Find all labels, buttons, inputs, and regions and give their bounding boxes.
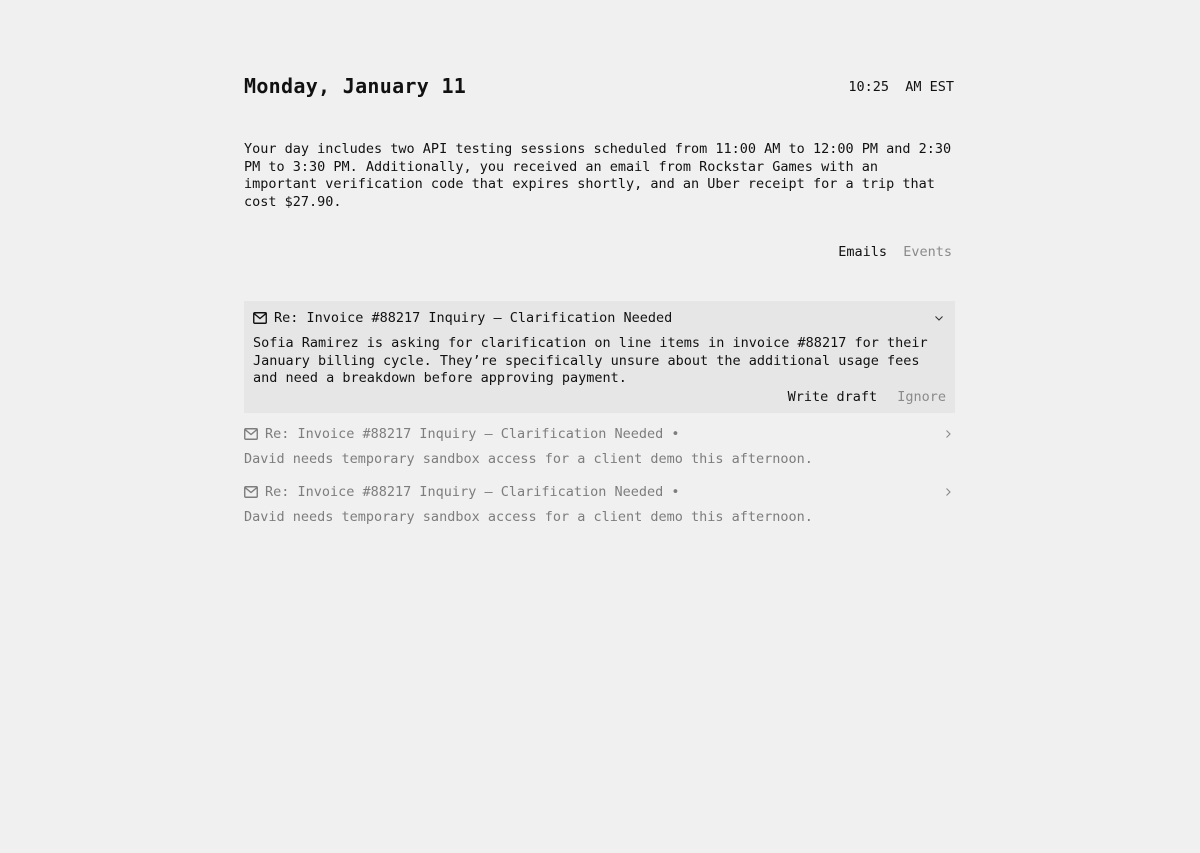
chevron-right-icon[interactable] bbox=[943, 429, 953, 439]
email-subject: Re: Invoice #88217 Inquiry — Clarification Needed • bbox=[265, 426, 680, 442]
header bbox=[244, 74, 955, 104]
tab-emails[interactable]: Emails bbox=[838, 244, 888, 260]
email-preview: David needs temporary sandbox access for a client demo this afternoon. bbox=[244, 451, 813, 467]
date-heading: Monday, January 11 bbox=[244, 74, 467, 98]
current-time: 10:25 AM EST bbox=[848, 79, 954, 95]
email-item[interactable] bbox=[244, 484, 955, 527]
email-header[interactable] bbox=[253, 310, 946, 326]
email-header[interactable] bbox=[244, 484, 955, 500]
email-header[interactable] bbox=[244, 426, 955, 442]
mail-icon bbox=[244, 486, 258, 498]
write-draft-button[interactable]: Write draft bbox=[787, 389, 878, 405]
email-item[interactable] bbox=[244, 426, 955, 469]
ignore-button[interactable]: Ignore bbox=[897, 389, 946, 405]
view-tabs bbox=[838, 244, 952, 260]
chevron-down-icon[interactable] bbox=[934, 313, 944, 323]
email-subject: Re: Invoice #88217 Inquiry — Clarification Needed • bbox=[265, 483, 680, 500]
email-list bbox=[244, 301, 955, 526]
email-preview: David needs temporary sandbox access for a client demo this afternoon. bbox=[244, 508, 813, 525]
tab-events[interactable]: Events bbox=[903, 244, 952, 260]
email-preview: Sofia Ramirez is asking for clarification on line items in invoice #88217 for their January billing cycle. They’re specifically unsure about the additional usage fees and need a breakdown before approving payment. bbox=[253, 335, 928, 387]
mail-icon bbox=[244, 428, 258, 440]
email-item-expanded[interactable] bbox=[244, 301, 955, 413]
chevron-right-icon[interactable] bbox=[943, 487, 953, 497]
email-actions bbox=[788, 389, 946, 405]
mail-icon bbox=[253, 312, 267, 324]
email-subject: Re: Invoice #88217 Inquiry — Clarification Needed bbox=[274, 310, 673, 326]
day-summary: Your day includes two API testing sessions scheduled from 11:00 AM to 12:00 PM and 2:30 PM to 3:30 PM. Additionally, you received an email from Rockstar Games with an important verification code that expires shortly, and an Uber receipt for a trip that cost $27.90. bbox=[244, 141, 952, 210]
